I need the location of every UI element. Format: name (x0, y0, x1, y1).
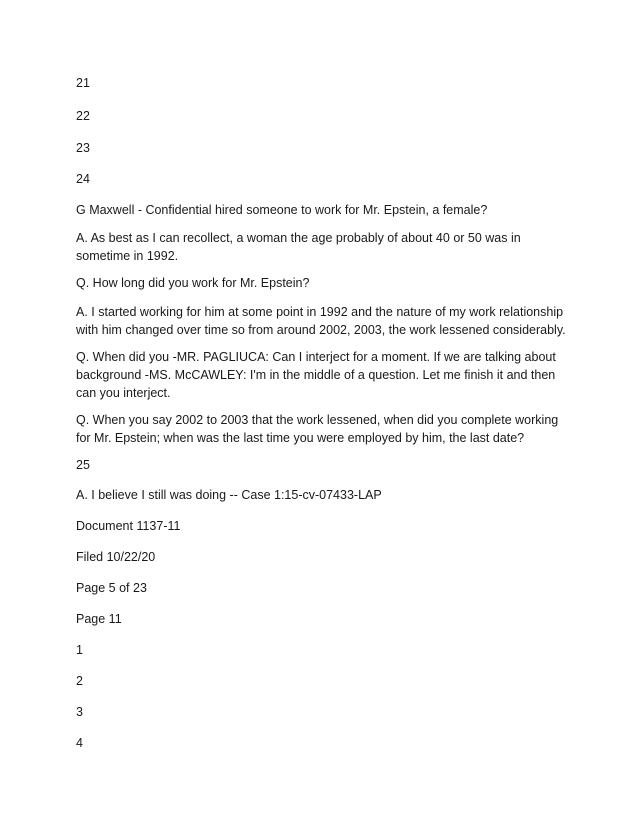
transcript-paragraph: A. I started working for him at some point in 1992 and the nature of my work relationship with him changed over time so from around 2002, 2003, the work lessened considerably. (76, 305, 566, 337)
line-number-1: 1 (76, 643, 83, 657)
transcript-paragraph: G Maxwell - Confidential hired someone to work for Mr. Epstein, a female? (76, 203, 488, 217)
page-number: Page 11 (76, 612, 122, 626)
transcript-paragraph: A. I believe I still was doing -- Case 1:15-cv-07433-LAP (76, 488, 382, 502)
transcript-paragraph: A. As best as I can recollect, a woman the age probably of about 40 or 50 was in sometime in 1992. (76, 231, 521, 263)
page-count: Page 5 of 23 (76, 581, 147, 595)
line-number-4: 4 (76, 736, 83, 750)
line-number-3: 3 (76, 705, 83, 719)
transcript-paragraph: Q. When did you -MR. PAGLIUCA: Can I interject for a moment. If we are talking about background -MS. McCAWLEY: I'm in the middle of a question. Let me finish it and then can you interject. (76, 350, 556, 400)
filed-date: Filed 10/22/20 (76, 550, 156, 564)
transcript-paragraph: Q. When you say 2002 to 2003 that the work lessened, when did you complete working for Mr. Epstein; when was the last time you were employed by him, the last date? (76, 413, 559, 445)
line-number-22: 22 (76, 109, 90, 123)
line-number-2: 2 (76, 674, 83, 688)
document-number: Document 1137-11 (76, 519, 181, 533)
line-number-24: 24 (76, 172, 90, 186)
line-number-23: 23 (76, 141, 90, 155)
line-number-21: 21 (76, 76, 90, 90)
transcript-paragraph: Q. How long did you work for Mr. Epstein? (76, 276, 310, 290)
line-number-25: 25 (76, 458, 90, 472)
